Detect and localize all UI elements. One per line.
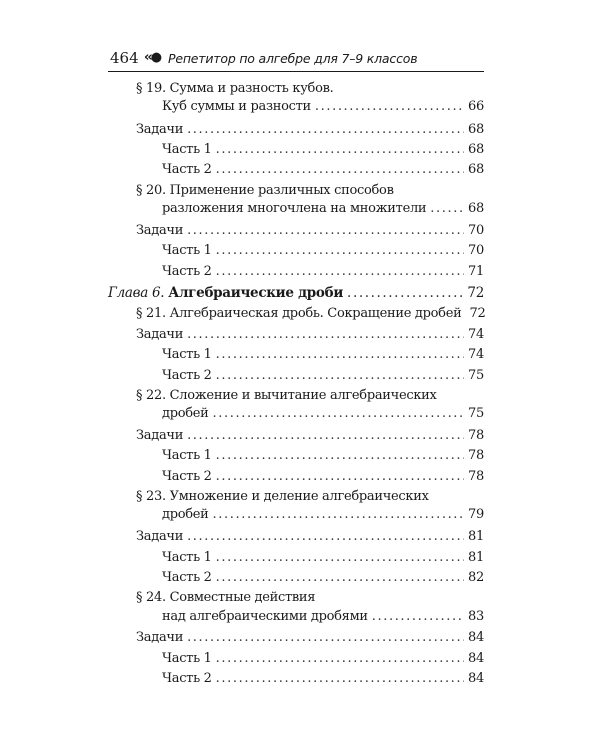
toc-page-number: 83 <box>468 609 484 624</box>
leader-dots <box>187 221 464 241</box>
toc-page-number: 70 <box>468 223 484 238</box>
leader-dots <box>216 366 464 386</box>
toc-chapter-6 <box>108 283 484 303</box>
toc-entry-s21 <box>136 304 484 324</box>
toc-entry-s23-part1 <box>162 548 484 568</box>
toc-entry-s19-part1 <box>162 140 484 160</box>
leader-dots <box>372 607 464 627</box>
toc-entry-s21-tasks <box>136 325 484 345</box>
toc-entry-s24 <box>162 607 484 627</box>
toc-page-number: 71 <box>468 264 484 279</box>
chapter-title: Алгебраические дроби <box>168 285 344 301</box>
leader-dots <box>216 568 464 588</box>
leader-dots <box>347 283 463 303</box>
toc-page-number: 75 <box>468 368 484 383</box>
leader-dots <box>216 669 464 689</box>
running-title: Репетитор по алгебре для 7–9 классов <box>168 51 418 66</box>
leader-dots <box>216 467 464 487</box>
toc-entry-s22-tasks <box>136 426 484 446</box>
toc-entry-s22-part1 <box>162 446 484 466</box>
toc-entry-label: Часть 1 <box>162 448 212 463</box>
leader-dots <box>216 548 464 568</box>
double-chevron-icon: ‹‹● <box>144 50 161 65</box>
toc-entry-s19 <box>162 97 484 117</box>
toc-entry-label: Часть 2 <box>162 671 212 686</box>
toc-entry-label: Задачи <box>136 428 184 443</box>
leader-dots <box>216 345 464 365</box>
toc-page-number: 84 <box>468 671 484 686</box>
leader-dots <box>213 404 464 424</box>
toc-page-number: 75 <box>468 406 484 421</box>
toc-entry-s23-tasks <box>136 527 484 547</box>
toc-page-number: 78 <box>468 448 484 463</box>
toc-entry-label: Часть 1 <box>162 651 212 666</box>
leader-dots <box>216 160 464 180</box>
toc-page-number: 72 <box>467 285 484 301</box>
toc-entry-label: Часть 1 <box>162 243 212 258</box>
toc-page-number: 81 <box>468 529 484 544</box>
leader-dots <box>315 97 464 117</box>
toc-entry-s22-part2 <box>162 467 484 487</box>
toc-page-number: 78 <box>468 469 484 484</box>
toc-page-number: 79 <box>468 507 484 522</box>
toc-entry-s24-part2 <box>162 669 484 689</box>
toc-entry-s21-part2 <box>162 366 484 386</box>
toc-page-number: 74 <box>468 347 484 362</box>
toc-entry-label: Задачи <box>136 529 184 544</box>
toc-entry-label: Задачи <box>136 223 184 238</box>
leader-dots <box>187 628 464 648</box>
leader-dots <box>430 199 464 219</box>
toc-entry-s22 <box>162 404 484 424</box>
toc-entry-label: над алгебраическими дробями <box>162 609 368 624</box>
toc-entry-s24-part1 <box>162 649 484 669</box>
toc-entry-s19-line1: § 19. Сумма и разность кубов. <box>136 81 334 96</box>
toc-entry-label: Часть 1 <box>162 550 212 565</box>
leader-dots <box>213 505 464 525</box>
leader-dots <box>187 426 464 446</box>
toc-entry-label: дробей <box>162 406 209 421</box>
toc-page-number: 68 <box>468 162 484 177</box>
toc-entry-label: Часть 1 <box>162 347 212 362</box>
toc-page-number: 78 <box>468 428 484 443</box>
leader-dots <box>216 241 464 261</box>
toc-page-number: 72 <box>469 306 486 321</box>
toc-entry-label: Часть 2 <box>162 570 212 585</box>
toc-entry-label: Часть 2 <box>162 264 212 279</box>
toc-entry-s21-part1 <box>162 345 484 365</box>
leader-dots <box>187 527 464 547</box>
toc-entry-s20 <box>162 199 484 219</box>
toc-entry-label: Куб суммы и разности <box>162 99 311 114</box>
toc-entry-s24-line1: § 24. Совместные действия <box>136 590 316 605</box>
toc-entry-label: Задачи <box>136 122 184 137</box>
toc-entry-label: дробей <box>162 507 209 522</box>
toc-page-number: 84 <box>468 651 484 666</box>
chapter-label: Глава 6. <box>108 285 165 301</box>
toc-entry-s20-part2 <box>162 262 484 282</box>
leader-dots <box>187 325 464 345</box>
toc-page-number: 68 <box>468 201 484 216</box>
toc-entry-s20-tasks <box>136 221 484 241</box>
toc-page-number: 70 <box>468 243 484 258</box>
toc-entry-label: Задачи <box>136 327 184 342</box>
leader-dots <box>216 649 464 669</box>
toc-page-number: 84 <box>468 630 484 645</box>
toc-page-number: 82 <box>468 570 484 585</box>
toc-entry-s20-part1 <box>162 241 484 261</box>
leader-dots <box>216 140 464 160</box>
toc-entry-label: Часть 2 <box>162 162 212 177</box>
toc-entry-s19-part2 <box>162 160 484 180</box>
toc-page-number: 68 <box>468 142 484 157</box>
leader-dots <box>216 262 464 282</box>
toc-entry-label: Часть 2 <box>162 368 212 383</box>
leader-dots <box>216 446 464 466</box>
toc-entry-label: § 21. Алгебраическая дробь. Сокращение дробей <box>136 306 462 321</box>
toc-entry-s19-tasks <box>136 120 484 140</box>
toc-entry-label: Часть 2 <box>162 469 212 484</box>
toc-entry-s23 <box>162 505 484 525</box>
toc-page-number: 74 <box>468 327 484 342</box>
toc-page-number: 81 <box>468 550 484 565</box>
toc-entry-label: Задачи <box>136 630 184 645</box>
toc-entry-label: разложения многочлена на множители <box>162 201 427 216</box>
leader-dots <box>187 120 464 140</box>
toc-page-number: 68 <box>468 122 484 137</box>
toc-entry-s20-line1: § 20. Применение различных способов <box>136 183 394 198</box>
page-number: 464 <box>110 49 139 67</box>
toc-page-number: 66 <box>468 99 484 114</box>
toc-entry-s23-line1: § 23. Умножение и деление алгебраических <box>136 489 429 504</box>
toc-entry-s23-part2 <box>162 568 484 588</box>
toc-entry-s24-tasks <box>136 628 484 648</box>
toc-entry-label: Часть 1 <box>162 142 212 157</box>
toc-entry-s22-line1: § 22. Сложение и вычитание алгебраических <box>136 388 437 403</box>
